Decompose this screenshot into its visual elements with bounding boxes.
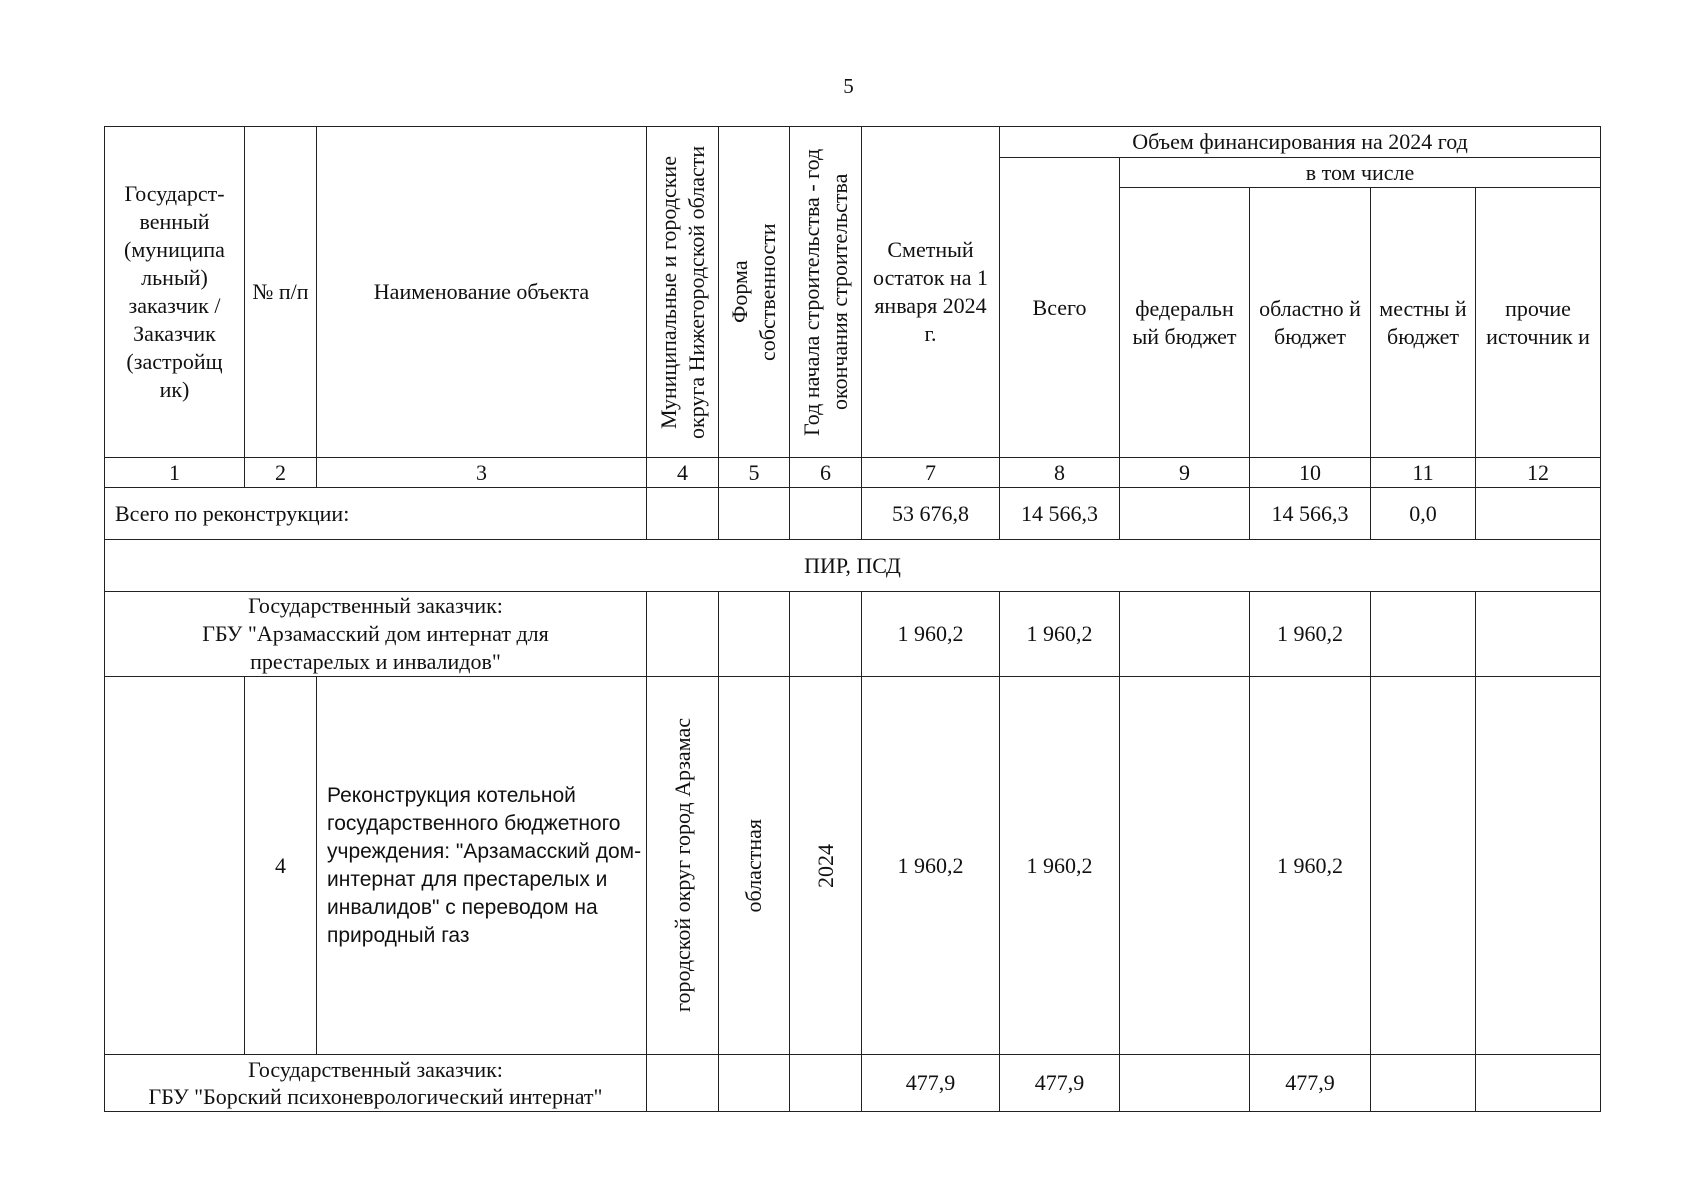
customer-row <box>105 1055 1601 1112</box>
total-local: 0,0 <box>1371 488 1476 540</box>
header-municipality: Муниципальные и городские округа Нижегородской области <box>647 127 719 458</box>
empty-cell <box>790 488 862 540</box>
total-row <box>105 488 1601 540</box>
empty-cell <box>1371 677 1476 1055</box>
header-number: № п/п <box>245 127 317 458</box>
col-number: 10 <box>1250 458 1371 488</box>
empty-cell <box>105 677 245 1055</box>
empty-cell <box>1120 592 1250 677</box>
customer-estimate: 477,9 <box>862 1055 1000 1112</box>
empty-cell <box>790 1055 862 1112</box>
header-total: Всего <box>1000 158 1120 458</box>
total-other <box>1476 488 1601 540</box>
object-name: Реконструкция котельной государственного бюджетного учреждения: "Арзамасский дом-интернат для престарелых и инвалидов" с переводом на природный газ <box>317 677 647 1055</box>
col-number: 8 <box>1000 458 1120 488</box>
header-federal-budget: федеральн ый бюджет <box>1120 188 1250 458</box>
object-municipality: городской округ город Арзамас <box>647 677 719 1055</box>
empty-cell <box>719 592 790 677</box>
object-total: 1 960,2 <box>1000 677 1120 1055</box>
customer-label: Государственный заказчик: ГБУ "Борский психоневрологический интернат" <box>105 1055 647 1112</box>
customer-regional: 477,9 <box>1250 1055 1371 1112</box>
header-estimate-balance: Сметный остаток на 1 января 2024 г. <box>862 127 1000 458</box>
empty-cell <box>719 1055 790 1112</box>
col-number: 2 <box>245 458 317 488</box>
object-estimate: 1 960,2 <box>862 677 1000 1055</box>
header-regional-budget: областно й бюджет <box>1250 188 1371 458</box>
financing-table <box>104 126 1601 1112</box>
col-number: 6 <box>790 458 862 488</box>
col-number: 4 <box>647 458 719 488</box>
header-local-budget: местны й бюджет <box>1371 188 1476 458</box>
empty-cell <box>647 592 719 677</box>
customer-row <box>105 592 1601 677</box>
col-number: 12 <box>1476 458 1601 488</box>
header-other-sources: прочие источник и <box>1476 188 1601 458</box>
header-including: в том числе <box>1120 158 1601 188</box>
empty-cell <box>1476 1055 1601 1112</box>
empty-cell <box>1120 677 1250 1055</box>
section-title: ПИР, ПСД <box>105 540 1601 592</box>
empty-cell <box>1371 1055 1476 1112</box>
object-row <box>105 677 1601 1055</box>
col-number: 5 <box>719 458 790 488</box>
total-all: 14 566,3 <box>1000 488 1120 540</box>
header-funding-group: Объем финансирования на 2024 год <box>1000 127 1601 158</box>
empty-cell <box>1120 1055 1250 1112</box>
header-ownership: Форма собственности <box>719 127 790 458</box>
total-federal <box>1120 488 1250 540</box>
customer-total: 1 960,2 <box>1000 592 1120 677</box>
total-label: Всего по реконструкции: <box>105 488 647 540</box>
customer-estimate: 1 960,2 <box>862 592 1000 677</box>
empty-cell <box>719 488 790 540</box>
col-number: 3 <box>317 458 647 488</box>
col-number: 1 <box>105 458 245 488</box>
customer-total: 477,9 <box>1000 1055 1120 1112</box>
empty-cell <box>1476 592 1601 677</box>
empty-cell <box>790 592 862 677</box>
empty-cell <box>1476 677 1601 1055</box>
total-regional: 14 566,3 <box>1250 488 1371 540</box>
header-customer: Государст-венный (муниципа льный) заказчик / Заказчик (застройщ ик) <box>105 127 245 458</box>
col-number: 9 <box>1120 458 1250 488</box>
customer-regional: 1 960,2 <box>1250 592 1371 677</box>
object-years: 2024 <box>790 677 862 1055</box>
column-numbers-row <box>105 458 1601 488</box>
col-number: 7 <box>862 458 1000 488</box>
object-ownership: областная <box>719 677 790 1055</box>
page-number: 5 <box>843 74 854 98</box>
header-object-name: Наименование объекта <box>317 127 647 458</box>
empty-cell <box>1371 592 1476 677</box>
total-estimate: 53 676,8 <box>862 488 1000 540</box>
col-number: 11 <box>1371 458 1476 488</box>
empty-cell <box>647 1055 719 1112</box>
object-number: 4 <box>245 677 317 1055</box>
customer-label: Государственный заказчик: ГБУ "Арзамасский дом интернат для престарелых и инвалидов" <box>105 592 647 677</box>
object-regional: 1 960,2 <box>1250 677 1371 1055</box>
empty-cell <box>647 488 719 540</box>
header-years: Год начала строительства - год окончания строительства <box>790 127 862 458</box>
